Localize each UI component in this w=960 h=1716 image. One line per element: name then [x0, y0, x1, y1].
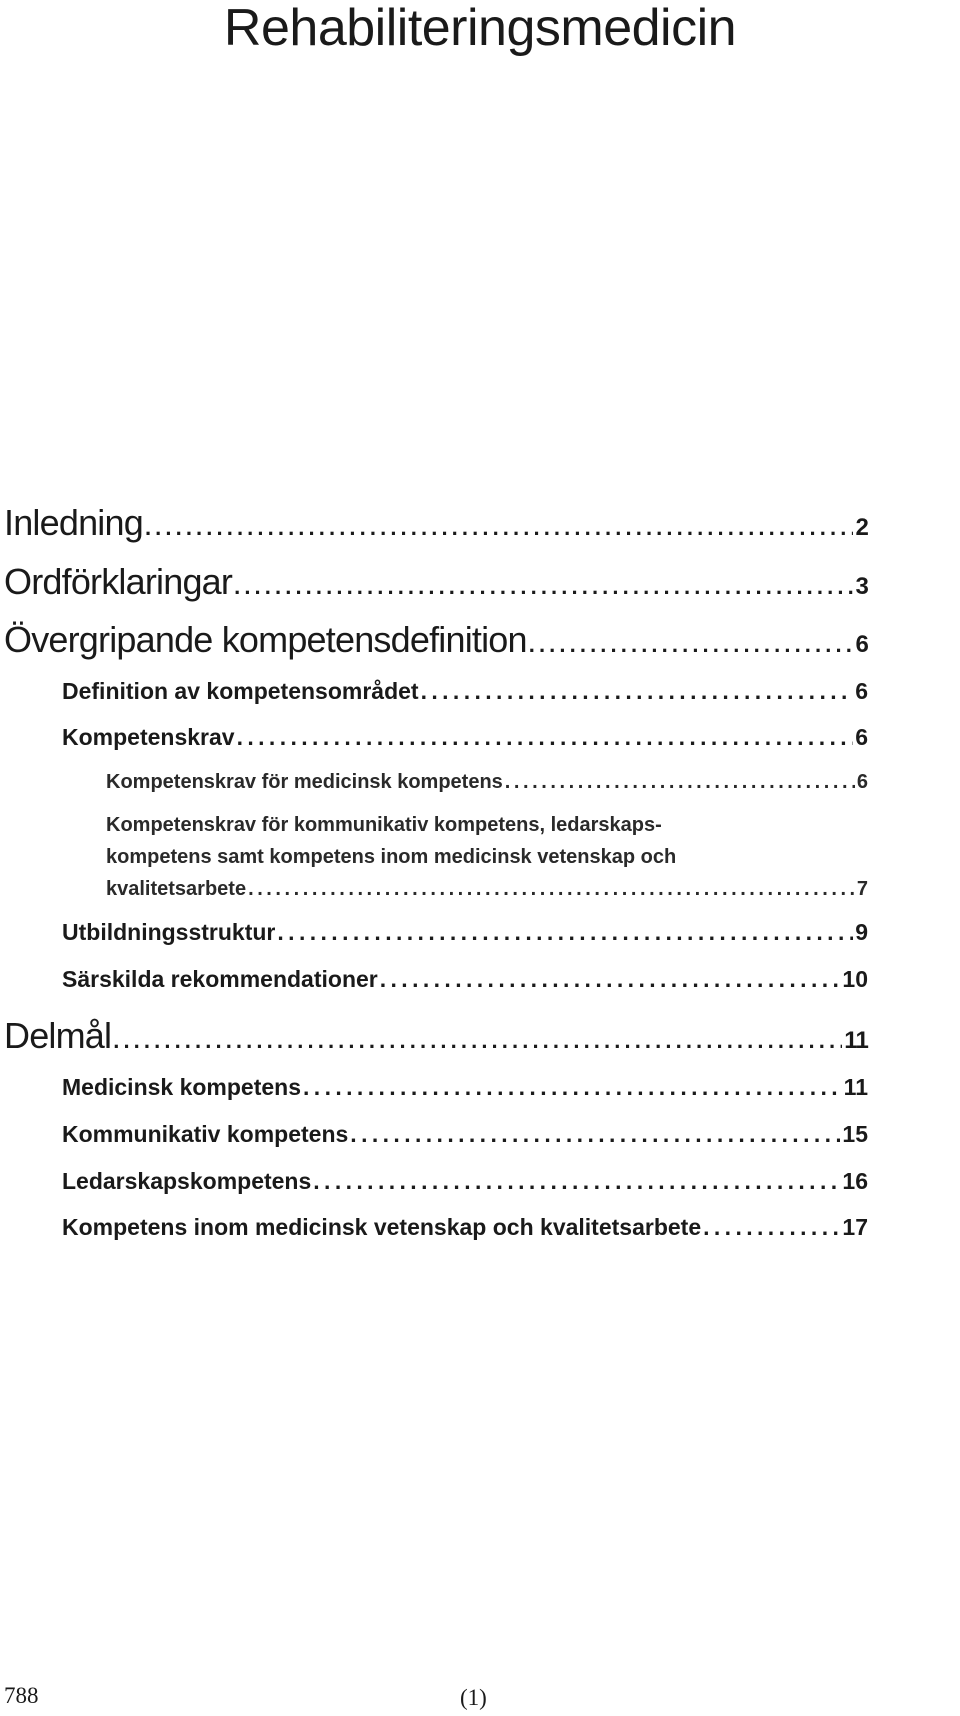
toc-leader-dots — [380, 966, 841, 993]
toc-leader-dots — [277, 919, 853, 946]
toc-entry-label: Delmål — [4, 1015, 112, 1056]
toc-page-number: 16 — [842, 1168, 868, 1194]
footer-page-number: 788 — [4, 1683, 39, 1708]
toc-page-number: 2 — [855, 514, 868, 541]
toc-entry-kommunikativ-line2: kompetens samt kompetens inom medicinsk vetenskap och — [106, 846, 677, 868]
toc-leader-dots — [313, 1168, 840, 1195]
toc-page-number: 7 — [856, 878, 868, 900]
toc-entry-delmal[interactable] — [4, 1015, 868, 1057]
toc-entry-label: Utbildningsstruktur — [62, 919, 276, 945]
toc-page-number: 6 — [855, 678, 868, 704]
toc-entry-medicinsk-kompetenskrav[interactable] — [106, 771, 868, 794]
toc-entry-vetenskap-kvalitet[interactable] — [62, 1214, 868, 1241]
toc-leader-dots — [303, 1074, 842, 1101]
toc-leader-dots — [529, 632, 854, 658]
toc-leader-dots — [237, 724, 854, 751]
toc-page-number: 9 — [855, 919, 868, 945]
toc-entry-label: Kompetenskrav — [62, 724, 235, 750]
toc-entry-kompetenskrav[interactable] — [62, 724, 868, 751]
toc-leader-dots — [421, 678, 854, 705]
page-title: Rehabiliteringsmedicin — [223, 0, 737, 57]
toc-entry-inledning[interactable] — [4, 502, 868, 544]
toc-page-number: 11 — [843, 1074, 868, 1100]
toc-leader-dots — [113, 1028, 842, 1054]
toc-page-number: 10 — [842, 966, 868, 992]
toc-entry-kommunikativ-kompetens[interactable] — [62, 1121, 868, 1148]
toc-entry-ledarskapskompetens[interactable] — [62, 1168, 868, 1195]
toc-leader-dots — [350, 1121, 840, 1148]
toc-entry-label: Övergripande kompetensdefinition — [4, 619, 527, 660]
toc-entry-definition[interactable] — [62, 678, 868, 705]
toc-leader-dots — [703, 1214, 840, 1241]
toc-page-number: 6 — [855, 631, 868, 658]
toc-page-number: 11 — [844, 1027, 868, 1054]
toc-leader-dots — [505, 771, 855, 794]
toc-entry-sarskilda[interactable] — [62, 966, 868, 993]
toc-entry-utbildningsstruktur[interactable] — [62, 919, 868, 946]
toc-entry-label: Särskilda rekommendationer — [62, 966, 378, 992]
toc-entry-label: Medicinsk kompetens — [62, 1074, 302, 1100]
toc-entry-label: Inledning — [4, 502, 143, 543]
toc-page-number: 3 — [855, 573, 868, 600]
toc-entry-label: Kommunikativ kompetens — [62, 1121, 349, 1147]
toc-leader-dots — [145, 515, 854, 541]
toc-entry-medicinsk-kompetens[interactable] — [62, 1074, 868, 1101]
toc-entry-label: kvalitetsarbete — [106, 878, 247, 900]
toc-entry-label: Kompetenskrav för medicinsk kompetens — [106, 771, 503, 793]
toc-entry-ordforklaringar[interactable] — [4, 561, 868, 603]
toc-entry-kommunikativ-line1: Kompetenskrav för kommunikativ kompetens, ledarskaps- — [106, 814, 662, 836]
toc-entry-overgripande[interactable] — [4, 619, 868, 661]
toc-page-number: 17 — [842, 1214, 868, 1240]
toc-entry-label: Kompetens inom medicinsk vetenskap och kvalitetsarbete — [62, 1214, 702, 1240]
toc-entry-label: Ordförklaringar — [4, 561, 233, 602]
toc-page-number: 15 — [842, 1121, 868, 1147]
footer-section-number: (1) — [460, 1685, 487, 1710]
toc-page-number: 6 — [855, 724, 868, 750]
toc-entry-kommunikativ-kompetenskrav[interactable] — [106, 878, 868, 901]
toc-page-number: 6 — [856, 771, 868, 793]
toc-leader-dots — [248, 878, 855, 901]
toc-leader-dots — [234, 574, 853, 600]
toc-entry-label: Definition av kompetensområdet — [62, 678, 419, 704]
toc-entry-label: Ledarskapskompetens — [62, 1168, 312, 1194]
